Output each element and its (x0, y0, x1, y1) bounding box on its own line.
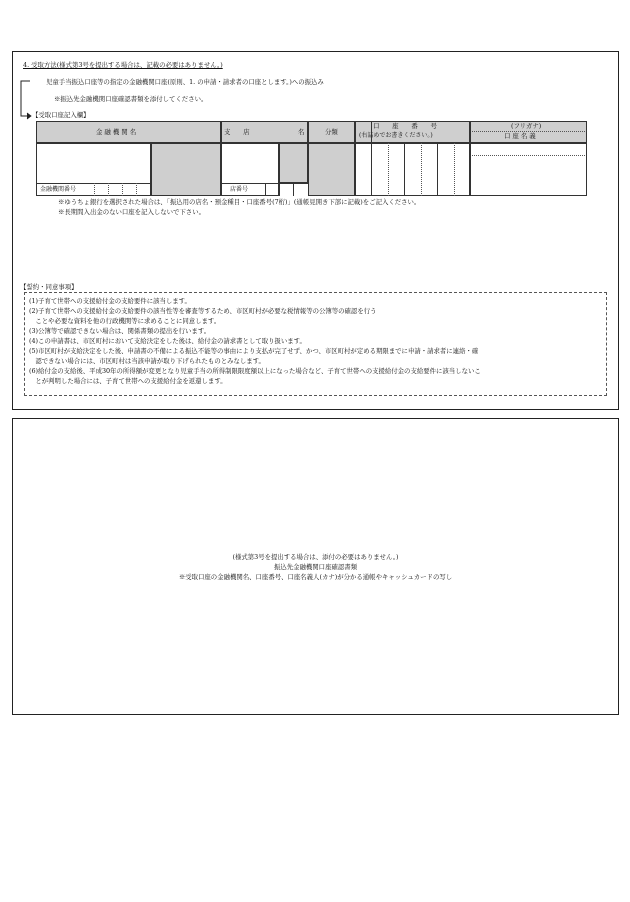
account-number-header: 口 座 番 号 (373, 122, 437, 130)
branch-header-a: 支 店 (224, 128, 250, 136)
account-number-field[interactable] (355, 143, 470, 196)
holder-header: 口 座 名 義 (504, 132, 536, 140)
attachment-title: 振込先金融機関口座確認書類 (273, 563, 358, 571)
pledge-item: (1)子育て世帯への支援給付金の支給要件に該当します。 (29, 297, 191, 305)
bank-name-header: 金 融 機 関 名 (96, 128, 137, 136)
pledge-item: (5)市区町村が支給決定をした後、申請書の不備による振込不能等の事由により支払が完了せず、かつ、市区町村が定める期限までに申請・請求者に連絡・確 (29, 347, 479, 355)
section4-title: 4. 受取方法(様式第3号を提出する場合は、記載の必要はありません。) (23, 61, 223, 69)
pledge-title: 【誓約・同意事項】 (20, 283, 78, 291)
transfer-method-line: 児童手当振込口座等の指定の金融機関口座(原則、1. の申請・請求者の口座とします。)への振込み (46, 78, 324, 86)
attachment-condition: (様式第3号を提出する場合は、添付の必要はありません。) (232, 553, 399, 561)
type-header: 分類 (325, 128, 338, 136)
pledge-item: ことや必要な資料を他の行政機関等に求めることに同意します。 (29, 317, 221, 325)
dormant-note: ※長期間入出金のない口座を記入しないで下さい。 (58, 208, 205, 216)
pledge-item: (2)子育て世帯への支援給付金の支給要件の該当性等を審査等するため、市区町村が必要な税情報等の公簿等の確認を行う (29, 307, 377, 315)
pledge-box (24, 292, 607, 396)
attachment-description: ※受取口座の金融機関名、口座番号、口座名義人(カナ)が分かる通帳やキャッシュカードの写し (178, 573, 453, 581)
pledge-item: (4)この申請書は、市区町村において支給決定をした後は、給付金の請求書として取り扱います。 (29, 337, 306, 345)
type-field[interactable] (308, 143, 355, 196)
account-table (36, 121, 587, 196)
account-form-label: 【受取口座記入欄】 (32, 111, 90, 119)
attachment-frame (12, 418, 619, 715)
pledge-item: 認できない場合には、市区町村は当該申請が取り下げられたものとみなします。 (29, 357, 265, 365)
pledge-item: (3)公簿等で確認できない場合は、関係書類の提出を行います。 (29, 327, 211, 335)
bank-type-shaded (151, 143, 221, 196)
bank-code-label: 金融機関番号 (40, 186, 77, 193)
account-number-subheader: (右詰めでお書きください。) (359, 132, 433, 139)
pledge-item: とが判明した場合には、子育て世帯への支援給付金を返還します。 (29, 377, 227, 385)
branch-type-shaded (279, 143, 308, 183)
branch-header-b: 名 (298, 128, 305, 136)
attach-note: ※振込先金融機関口座確認書類を添付してください。 (54, 95, 208, 103)
branch-code-label: 店番号 (230, 186, 249, 193)
pledge-item: (6)給付金の支給後、平成30年の所得額が変更となり児童手当の所得制限限度額以上になった場合など、子育て世帯への支援給付金の支給要件に該当しないこ (29, 367, 481, 375)
account-holder-field[interactable] (470, 143, 587, 196)
furigana-header: (フリガナ) (511, 122, 542, 130)
yucho-note: ※ゆうちょ銀行を選択された場合は、「振込用の店名・預金種目・口座番号(7桁)」(通帳見開き下部に記載)をご記入ください。 (58, 198, 421, 206)
